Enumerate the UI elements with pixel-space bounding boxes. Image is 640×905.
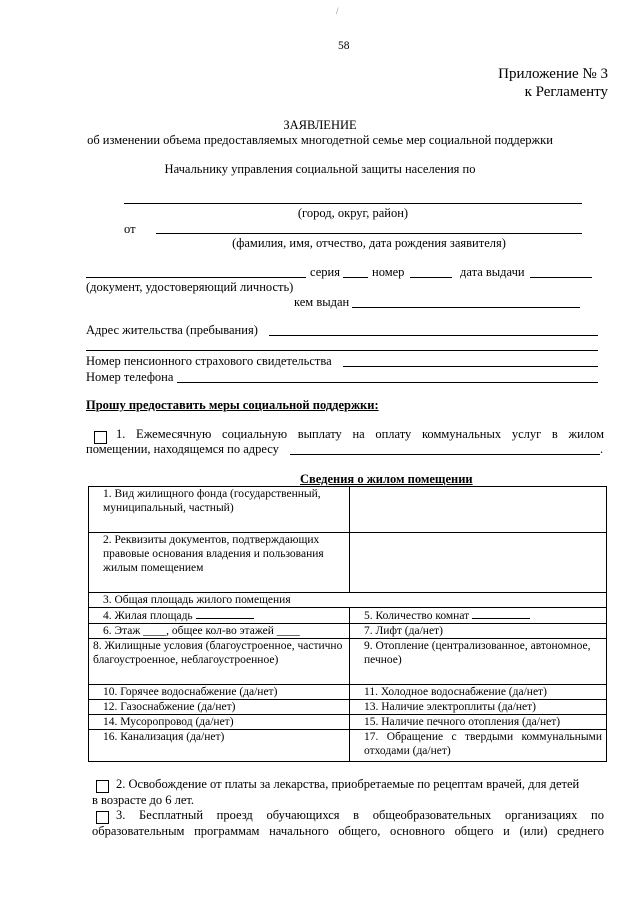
table-cell: 3. Общая площадь жилого помещения bbox=[89, 593, 607, 608]
table-row bbox=[89, 593, 607, 608]
from-label: от bbox=[124, 222, 136, 236]
pension-field[interactable] bbox=[343, 366, 598, 367]
housing-table bbox=[88, 486, 607, 762]
appendix-reference: к Регламенту bbox=[524, 84, 608, 100]
table-cell bbox=[350, 608, 607, 624]
series-label: серия bbox=[310, 265, 340, 279]
rooms-label: 5. Количество комнат bbox=[364, 610, 470, 622]
table-row bbox=[89, 624, 607, 639]
table-row bbox=[89, 533, 607, 593]
item2-line2: в возрасте до 6 лет. bbox=[92, 793, 195, 807]
table-row bbox=[89, 608, 607, 624]
rooms-field[interactable] bbox=[472, 608, 530, 619]
table-cell: 17. Обращение с твердыми коммунальными отходами (да/нет) bbox=[350, 730, 607, 762]
table-cell: 2. Реквизиты документов, подтверждающих правовые основания владения и пользования жилым помещением bbox=[89, 533, 350, 593]
table-cell: 13. Наличие электроплиты (да/нет) bbox=[350, 700, 607, 715]
phone-field[interactable] bbox=[177, 382, 598, 383]
issue-date-field[interactable] bbox=[530, 277, 592, 278]
table-row bbox=[89, 700, 607, 715]
living-area-label: 4. Жилая площадь bbox=[103, 610, 193, 622]
item1-line1: 1. Ежемесячную социальную выплату на оплату коммунальных услуг в жилом bbox=[116, 427, 604, 441]
request-heading: Прошу предоставить меры социальной поддержки: bbox=[86, 398, 379, 412]
item1-address-field[interactable] bbox=[290, 454, 600, 455]
item3-checkbox[interactable] bbox=[96, 811, 109, 824]
table-cell: 9. Отопление (централизованное, автономное, печное) bbox=[350, 639, 607, 685]
addressee-line: Начальнику управления социальной защиты населения по bbox=[164, 162, 476, 176]
item1-period: . bbox=[600, 442, 604, 456]
issued-by-field[interactable] bbox=[352, 307, 580, 308]
residence-field-2[interactable] bbox=[86, 350, 598, 351]
table-cell: 8. Жилищные условия (благоустроенное, частично благоустроенное, неблагоустроенное) bbox=[89, 639, 350, 685]
table-title: Сведения о жилом помещении bbox=[300, 472, 473, 486]
table-row bbox=[89, 715, 607, 730]
table-cell: 7. Лифт (да/нет) bbox=[350, 624, 607, 639]
number-field[interactable] bbox=[410, 277, 452, 278]
table-cell: 1. Вид жилищного фонда (государственный, муниципальный, частный) bbox=[89, 487, 350, 533]
number-label: номер bbox=[372, 265, 405, 279]
applicant-hint: (фамилия, имя, отчество, дата рождения заявителя) bbox=[232, 236, 506, 250]
residence-field[interactable] bbox=[269, 335, 598, 336]
scan-mark: / bbox=[336, 6, 339, 16]
issue-date-label: дата выдачи bbox=[460, 265, 525, 279]
table-cell: 14. Мусоропровод (да/нет) bbox=[89, 715, 350, 730]
table-cell: 10. Горячее водоснабжение (да/нет) bbox=[89, 685, 350, 700]
table-cell: 11. Холодное водоснабжение (да/нет) bbox=[350, 685, 607, 700]
applicant-field[interactable] bbox=[156, 233, 582, 234]
page-number: 58 bbox=[338, 40, 350, 52]
table-row bbox=[89, 639, 607, 685]
city-hint: (город, округ, район) bbox=[297, 206, 409, 220]
table-cell: 15. Наличие печного отопления (да/нет) bbox=[350, 715, 607, 730]
table-cell: 16. Канализация (да/нет) bbox=[89, 730, 350, 762]
living-area-field[interactable] bbox=[196, 608, 254, 619]
document-subtitle: об изменении объема предоставляемых многодетной семье мер социальной поддержки bbox=[87, 133, 553, 147]
item2-checkbox[interactable] bbox=[96, 780, 109, 793]
phone-label: Номер телефона bbox=[86, 370, 174, 384]
appendix-number: Приложение № 3 bbox=[498, 66, 608, 82]
city-field[interactable] bbox=[124, 203, 582, 204]
document-type-field[interactable] bbox=[86, 277, 306, 278]
pension-label: Номер пенсионного страхового свидетельства bbox=[86, 354, 332, 368]
item3-line2: образовательным программам начального общего, основного общего и (или) среднего bbox=[92, 824, 604, 838]
table-row bbox=[89, 487, 607, 533]
item1-line2: помещении, находящемся по адресу bbox=[86, 442, 279, 456]
table-cell bbox=[89, 608, 350, 624]
document-title: ЗАЯВЛЕНИЕ bbox=[283, 118, 357, 132]
residence-label: Адрес жительства (пребывания) bbox=[86, 323, 258, 337]
issued-by-label: кем выдан bbox=[294, 295, 350, 309]
item3-line1: 3. Бесплатный проезд обучающихся в общеобразовательных организациях по bbox=[116, 808, 604, 822]
table-cell: 6. Этаж ____, общее кол-во этажей ____ bbox=[89, 624, 350, 639]
table-cell-input[interactable] bbox=[350, 487, 607, 533]
series-field[interactable] bbox=[343, 277, 368, 278]
table-cell: 12. Газоснабжение (да/нет) bbox=[89, 700, 350, 715]
table-row bbox=[89, 730, 607, 762]
item2-line1: 2. Освобождение от платы за лекарства, приобретаемые по рецептам врачей, для детей bbox=[116, 777, 580, 791]
table-cell-input[interactable] bbox=[350, 533, 607, 593]
document-hint: (документ, удостоверяющий личность) bbox=[86, 280, 294, 294]
table-row bbox=[89, 685, 607, 700]
